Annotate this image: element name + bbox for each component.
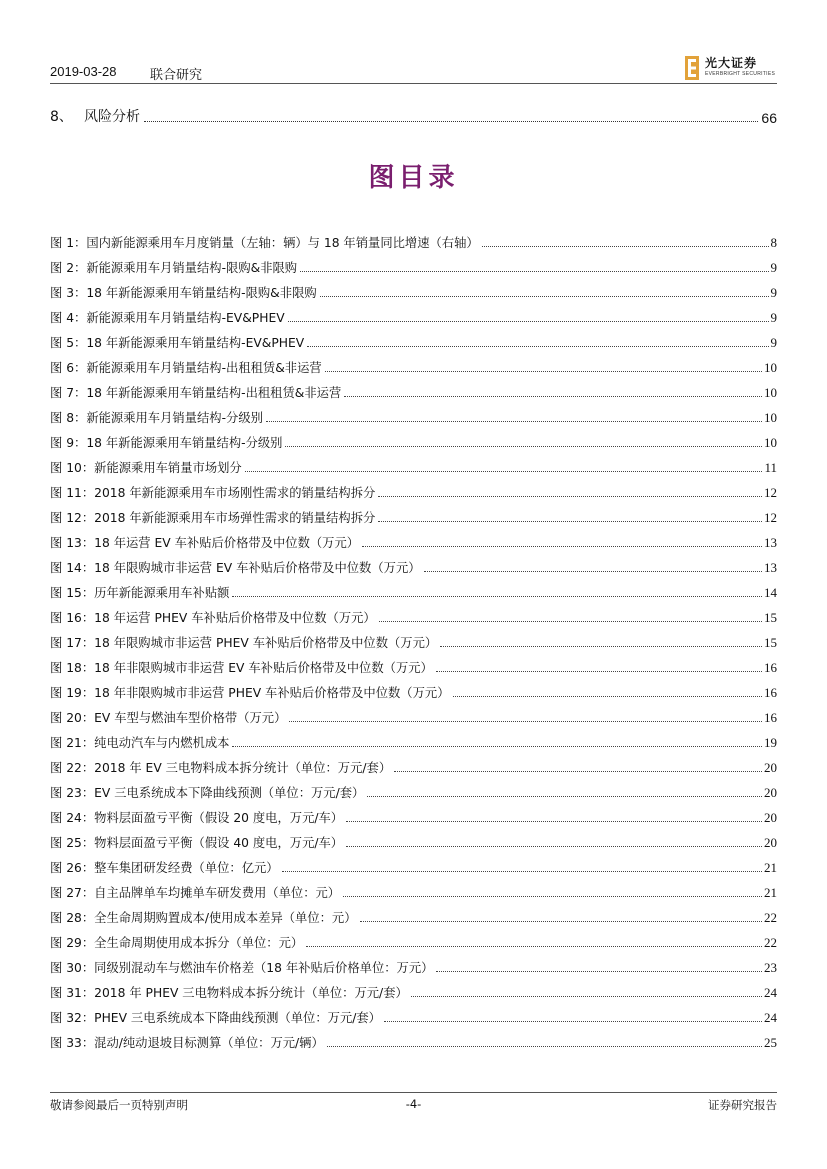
figure-title: 图 19：18 年非限购城市非运营 PHEV 车补贴后价格带及中位数（万元） bbox=[50, 686, 450, 700]
figure-title: 图 13：18 年运营 EV 车补贴后价格带及中位数（万元） bbox=[50, 536, 360, 550]
disclaimer-note: 敬请参阅最后一页特别声明 bbox=[50, 1098, 188, 1112]
figure-title: 图 5：18 年新能源乘用车销量结构-EV&PHEV bbox=[50, 336, 305, 350]
figure-list-item[interactable] bbox=[50, 551, 777, 576]
figure-page-number: 21 bbox=[764, 860, 777, 875]
figure-list-item[interactable] bbox=[50, 676, 777, 701]
figure-title: 图 28：全生命周期购置成本/使用成本差异（单位：元） bbox=[50, 911, 357, 925]
figure-list-item[interactable] bbox=[50, 251, 777, 276]
figure-title: 图 18：18 年非限购城市非运营 EV 车补贴后价格带及中位数（万元） bbox=[50, 661, 433, 675]
dot-leader bbox=[288, 320, 769, 322]
toc-section-number: 8、 bbox=[50, 109, 73, 125]
figure-list bbox=[50, 226, 777, 1051]
figure-page-number: 16 bbox=[764, 710, 777, 725]
figure-page-number: 9 bbox=[770, 335, 777, 350]
dot-leader bbox=[436, 670, 762, 672]
figure-list-item[interactable] bbox=[50, 1026, 777, 1051]
dot-leader bbox=[300, 270, 768, 272]
figure-title: 图 22：2018 年 EV 三电物料成本拆分统计（单位：万元/套） bbox=[50, 761, 392, 775]
dot-leader bbox=[289, 720, 762, 722]
report-department: 联合研究 bbox=[150, 68, 203, 83]
figure-page-number: 8 bbox=[770, 235, 777, 250]
figure-title: 图 25：物料层面盈亏平衡（假设 40 度电，万元/车） bbox=[50, 836, 344, 850]
figure-page-number: 12 bbox=[764, 485, 777, 500]
dot-leader bbox=[232, 745, 762, 747]
figure-title: 图 23：EV 三电系统成本下降曲线预测（单位：万元/套） bbox=[50, 786, 365, 800]
dot-leader bbox=[367, 795, 762, 797]
figure-page-number: 10 bbox=[764, 385, 777, 400]
figure-page-number: 21 bbox=[764, 885, 777, 900]
figure-list-item[interactable] bbox=[50, 601, 777, 626]
figure-title: 图 7：18 年新能源乘用车销量结构-出租租赁&非运营 bbox=[50, 386, 342, 400]
figure-page-number: 11 bbox=[764, 460, 777, 475]
figure-list-item[interactable] bbox=[50, 301, 777, 326]
dot-leader bbox=[411, 995, 762, 997]
figure-list-item[interactable] bbox=[50, 851, 777, 876]
figure-list-item[interactable] bbox=[50, 476, 777, 501]
figure-page-number: 24 bbox=[764, 985, 777, 1000]
figure-page-number: 13 bbox=[764, 535, 777, 550]
figure-page-number: 20 bbox=[764, 835, 777, 850]
dot-leader bbox=[482, 245, 769, 247]
figure-title: 图 9：18 年新能源乘用车销量结构-分级别 bbox=[50, 436, 283, 450]
figure-page-number: 24 bbox=[764, 1010, 777, 1025]
dot-leader bbox=[379, 620, 762, 622]
figure-title: 图 6：新能源乘用车月销量结构-出租租赁&非运营 bbox=[50, 361, 322, 375]
dot-leader bbox=[384, 1020, 762, 1022]
dot-leader bbox=[453, 695, 763, 697]
page-header bbox=[50, 56, 777, 84]
page-footer bbox=[50, 1097, 777, 1115]
figure-title: 图 33：混动/纯动退坡目标测算（单位：万元/辆） bbox=[50, 1036, 324, 1050]
dot-leader bbox=[436, 970, 762, 972]
report-date: 2019-03-28 bbox=[50, 64, 117, 79]
dot-leader bbox=[378, 520, 762, 522]
dot-leader bbox=[266, 420, 762, 422]
figure-title: 图 29：全生命周期使用成本拆分（单位：元） bbox=[50, 936, 304, 950]
figure-page-number: 20 bbox=[764, 760, 777, 775]
figure-title: 图 26：整车集团研发经费（单位：亿元） bbox=[50, 861, 279, 875]
figure-list-item[interactable] bbox=[50, 376, 777, 401]
dot-leader bbox=[144, 120, 758, 122]
figure-page-number: 19 bbox=[764, 735, 777, 750]
figure-page-number: 9 bbox=[770, 285, 777, 300]
figure-page-number: 22 bbox=[764, 910, 777, 925]
figure-list-item[interactable] bbox=[50, 226, 777, 251]
figure-page-number: 10 bbox=[764, 410, 777, 425]
figure-list-item[interactable] bbox=[50, 826, 777, 851]
figure-title: 图 24：物料层面盈亏平衡（假设 20 度电，万元/车） bbox=[50, 811, 344, 825]
page-number: -4- bbox=[405, 1097, 422, 1111]
dot-leader bbox=[232, 595, 762, 597]
figure-page-number: 12 bbox=[764, 510, 777, 525]
figure-title: 图 15：历年新能源乘用车补贴额 bbox=[50, 586, 230, 600]
dot-leader bbox=[307, 345, 768, 347]
figure-page-number: 9 bbox=[770, 310, 777, 325]
figure-title: 图 20：EV 车型与燃油车型价格带（万元） bbox=[50, 711, 287, 725]
dot-leader bbox=[306, 945, 762, 947]
figure-page-number: 23 bbox=[764, 960, 777, 975]
dot-leader bbox=[346, 820, 762, 822]
figure-page-number: 25 bbox=[764, 1035, 777, 1050]
figure-list-item[interactable] bbox=[50, 1001, 777, 1026]
figure-list-item[interactable] bbox=[50, 701, 777, 726]
figure-title: 图 27：自主品牌单车均摊单车研发费用（单位：元） bbox=[50, 886, 341, 900]
everbright-logo-icon bbox=[685, 56, 699, 80]
footer-divider bbox=[50, 1092, 777, 1093]
figure-title: 图 10：新能源乘用车销量市场划分 bbox=[50, 461, 242, 475]
toc-section-page: 66 bbox=[761, 110, 777, 126]
company-name-en: EVERBRIGHT SECURITIES bbox=[705, 71, 776, 77]
figure-list-item[interactable] bbox=[50, 426, 777, 451]
figure-page-number: 10 bbox=[764, 360, 777, 375]
figure-title: 图 4：新能源乘用车月销量结构-EV&PHEV bbox=[50, 311, 285, 325]
figure-page-number: 20 bbox=[764, 785, 777, 800]
figure-list-item[interactable] bbox=[50, 651, 777, 676]
dot-leader bbox=[245, 470, 763, 472]
figure-list-item[interactable] bbox=[50, 926, 777, 951]
figure-title: 图 2：新能源乘用车月销量结构-限购&非限购 bbox=[50, 261, 298, 275]
figure-list-item[interactable] bbox=[50, 976, 777, 1001]
figure-title: 图 31：2018 年 PHEV 三电物料成本拆分统计（单位：万元/套） bbox=[50, 986, 408, 1000]
figure-title: 图 12：2018 年新能源乘用车市场弹性需求的销量结构拆分 bbox=[50, 511, 376, 525]
figure-page-number: 15 bbox=[764, 635, 777, 650]
dot-leader bbox=[378, 495, 762, 497]
figure-page-number: 22 bbox=[764, 935, 777, 950]
dot-leader bbox=[285, 445, 762, 447]
figure-title: 图 3：18 年新能源乘用车销量结构-限购&非限购 bbox=[50, 286, 317, 300]
dot-leader bbox=[343, 895, 762, 897]
figure-list-item[interactable] bbox=[50, 501, 777, 526]
dot-leader bbox=[320, 295, 769, 297]
toc-entry-risk-analysis[interactable] bbox=[50, 106, 777, 126]
figure-page-number: 14 bbox=[764, 585, 777, 600]
figure-list-item[interactable] bbox=[50, 776, 777, 801]
figure-title: 图 30：同级别混动车与燃油车价格差（18 年补贴后价格单位：万元） bbox=[50, 961, 434, 975]
figure-list-item[interactable] bbox=[50, 351, 777, 376]
dot-leader bbox=[346, 845, 762, 847]
dot-leader bbox=[325, 370, 762, 372]
toc-section-title: 风险分析 bbox=[84, 109, 140, 125]
dot-leader bbox=[282, 870, 762, 872]
figure-list-item[interactable] bbox=[50, 576, 777, 601]
figure-list-item[interactable] bbox=[50, 276, 777, 301]
figure-list-item[interactable] bbox=[50, 751, 777, 776]
figure-list-item[interactable] bbox=[50, 326, 777, 351]
figure-list-heading: 图目录 bbox=[368, 163, 459, 193]
figure-list-item[interactable] bbox=[50, 526, 777, 551]
figure-title: 图 1：国内新能源乘用车月度销量（左轴：辆）与 18 年销量同比增速（右轴） bbox=[50, 236, 479, 250]
figure-title: 图 17：18 年限购城市非运营 PHEV 车补贴后价格带及中位数（万元） bbox=[50, 636, 438, 650]
figure-list-item[interactable] bbox=[50, 451, 777, 476]
figure-page-number: 10 bbox=[764, 435, 777, 450]
dot-leader bbox=[440, 645, 762, 647]
company-logo bbox=[685, 54, 777, 82]
figure-page-number: 20 bbox=[764, 810, 777, 825]
figure-list-item[interactable] bbox=[50, 626, 777, 651]
dot-leader bbox=[327, 1045, 762, 1047]
figure-title: 图 32：PHEV 三电系统成本下降曲线预测（单位：万元/套） bbox=[50, 1011, 381, 1025]
figure-page-number: 9 bbox=[770, 260, 777, 275]
figure-page-number: 16 bbox=[764, 660, 777, 675]
figure-list-item[interactable] bbox=[50, 726, 777, 751]
header-divider bbox=[50, 83, 777, 84]
dot-leader bbox=[362, 545, 762, 547]
dot-leader bbox=[424, 570, 762, 572]
figure-list-item[interactable] bbox=[50, 801, 777, 826]
report-type: 证券研究报告 bbox=[708, 1098, 777, 1112]
figure-list-item[interactable] bbox=[50, 401, 777, 426]
dot-leader bbox=[344, 395, 762, 397]
figure-title: 图 11：2018 年新能源乘用车市场刚性需求的销量结构拆分 bbox=[50, 486, 376, 500]
dot-leader bbox=[360, 920, 762, 922]
figure-list-item[interactable] bbox=[50, 951, 777, 976]
dot-leader bbox=[394, 770, 762, 772]
figure-title: 图 14：18 年限购城市非运营 EV 车补贴后价格带及中位数（万元） bbox=[50, 561, 421, 575]
figure-page-number: 16 bbox=[764, 685, 777, 700]
figure-page-number: 15 bbox=[764, 610, 777, 625]
company-name: 光大证券 bbox=[705, 56, 758, 70]
figure-list-item[interactable] bbox=[50, 901, 777, 926]
figure-list-item[interactable] bbox=[50, 876, 777, 901]
figure-title: 图 16：18 年运营 PHEV 车补贴后价格带及中位数（万元） bbox=[50, 611, 376, 625]
figure-title: 图 8：新能源乘用车月销量结构-分级别 bbox=[50, 411, 263, 425]
figure-title: 图 21：纯电动汽车与内燃机成本 bbox=[50, 736, 230, 750]
figure-page-number: 13 bbox=[764, 560, 777, 575]
